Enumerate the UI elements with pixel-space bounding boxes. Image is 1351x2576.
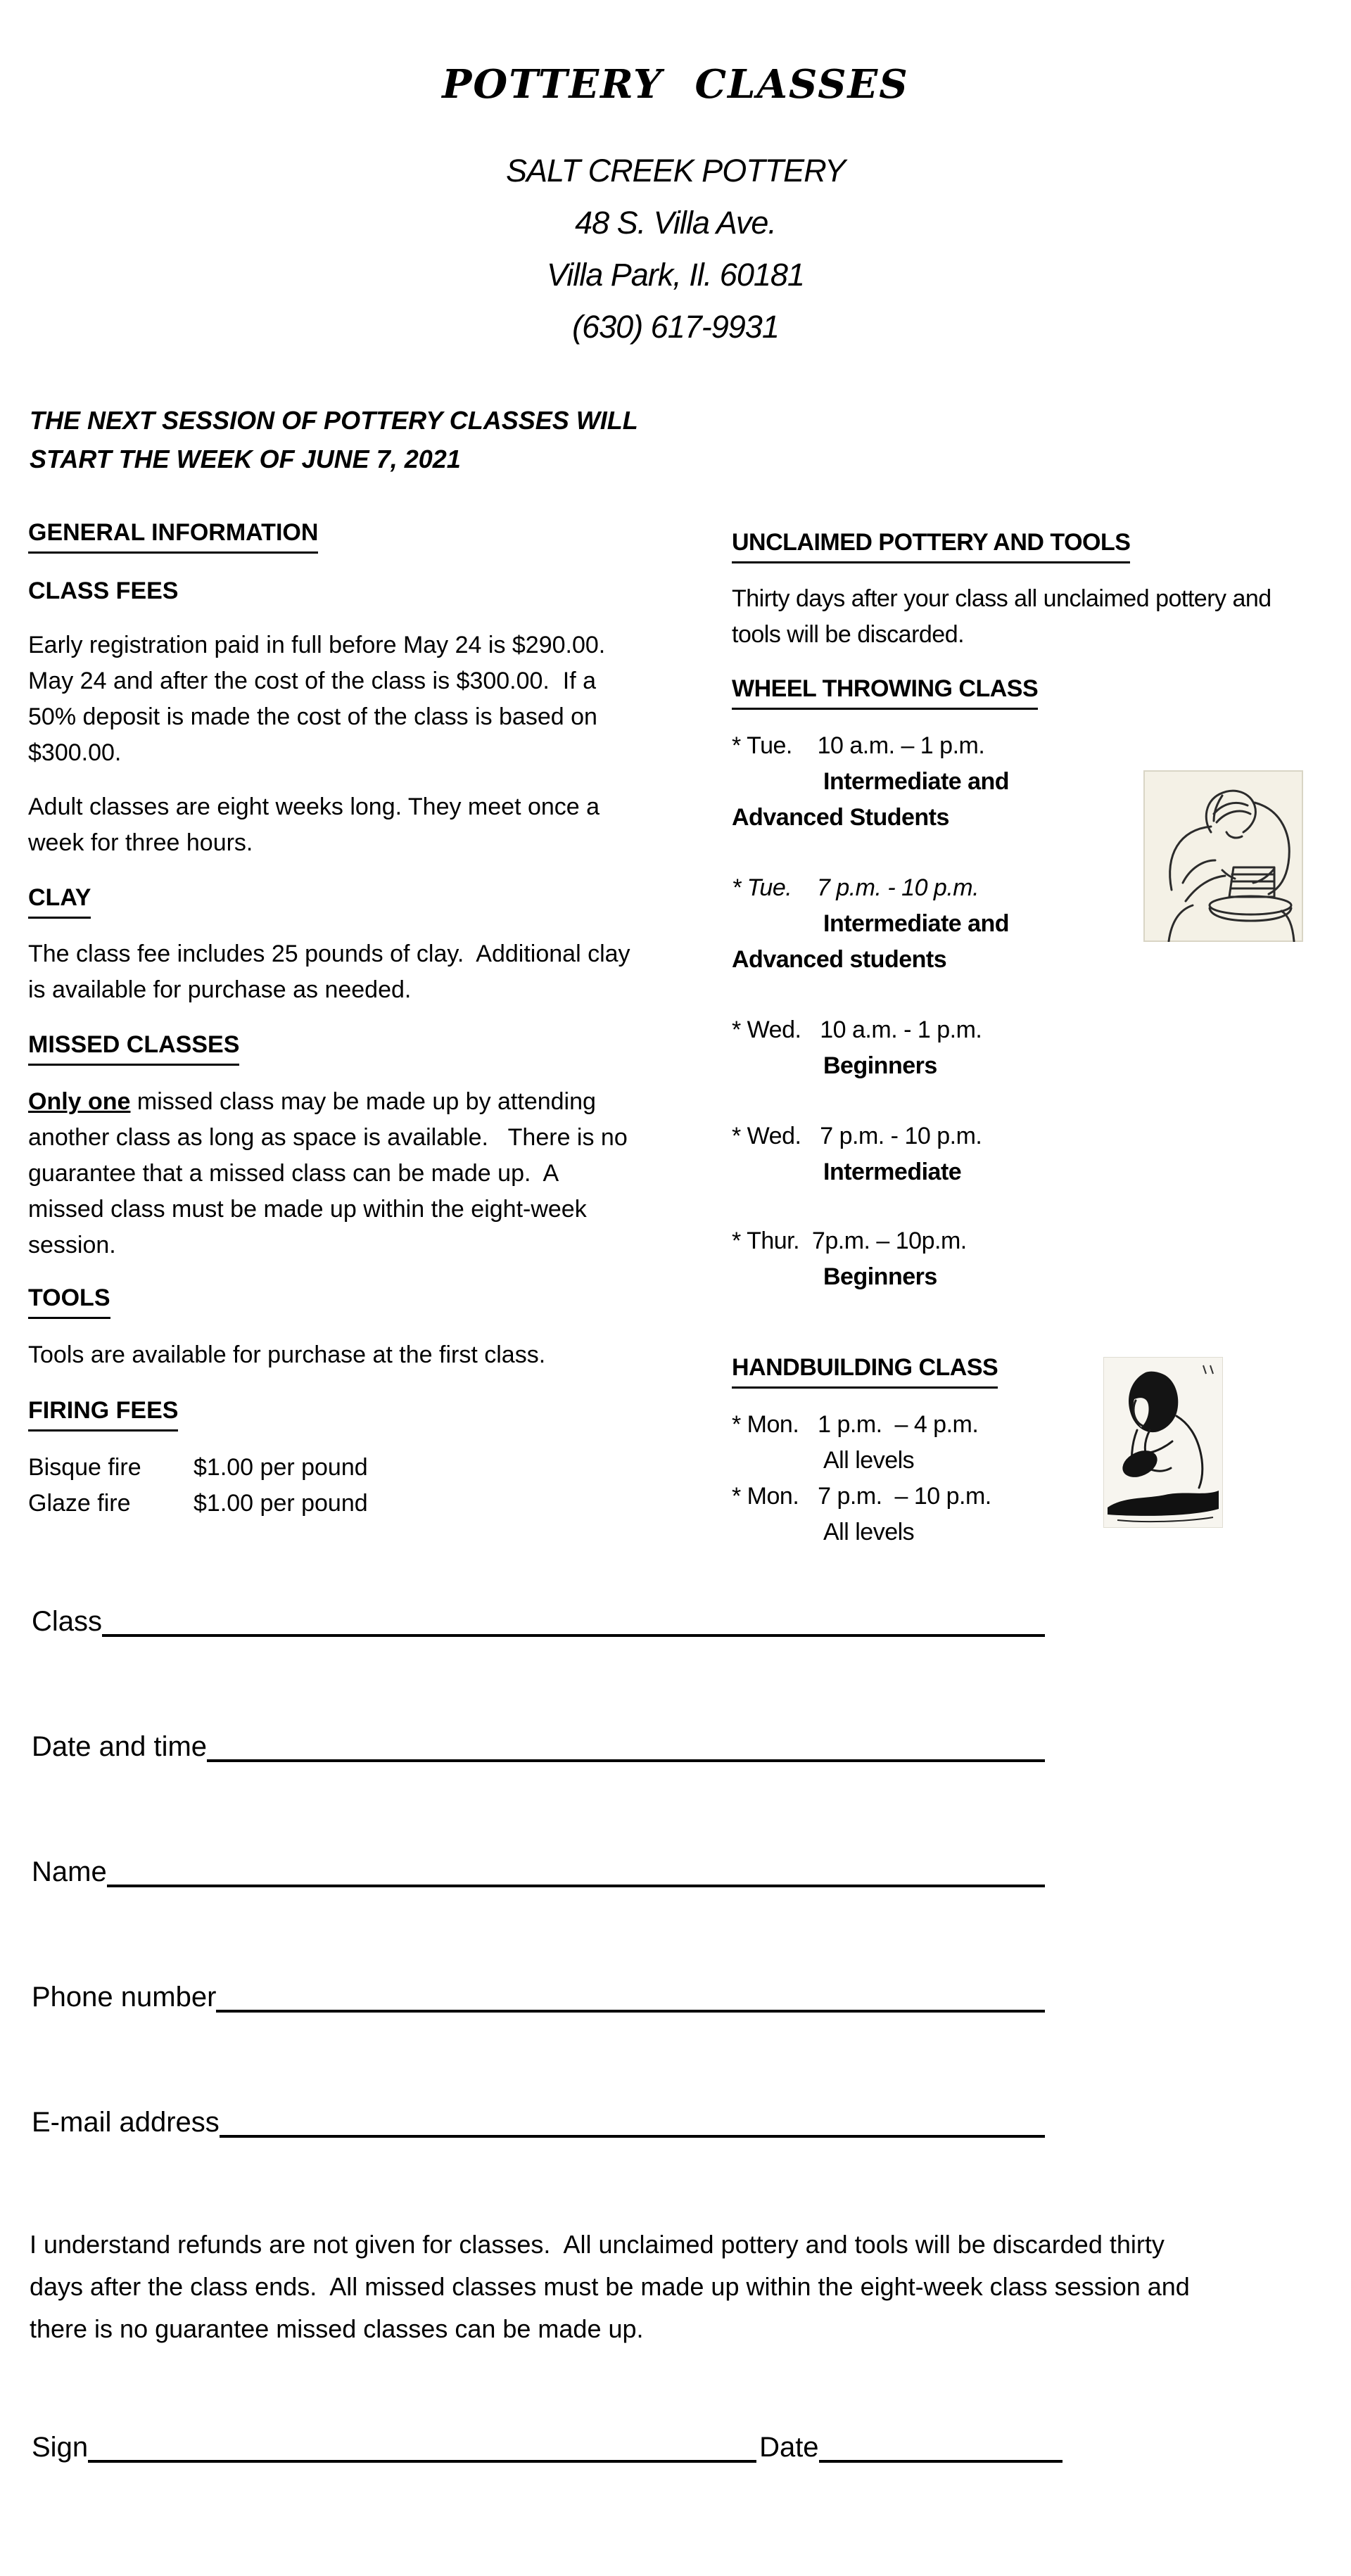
class-fees-heading: CLASS FEES: [28, 578, 179, 604]
clay-heading: CLAY: [28, 880, 91, 919]
city-state-zip: Villa Park, Il. 60181: [547, 257, 804, 293]
paragraph-line: is available for purchase as needed.: [28, 976, 412, 1003]
time-slot: * Wed. 10 a.m. - 1 p.m.: [732, 1016, 982, 1043]
level-label: Intermediate: [823, 1159, 962, 1185]
signature-row: [32, 2428, 1063, 2467]
general-information-heading: GENERAL INFORMATION: [28, 515, 318, 554]
paragraph-line: week for three hours.: [28, 829, 253, 856]
adult-classes-paragraph: [28, 789, 661, 861]
level-label: Advanced Students: [732, 804, 949, 831]
name-field-line[interactable]: [107, 1885, 1045, 1887]
paragraph-line: Early registration paid in full before May 24 is $290.00.: [28, 632, 606, 658]
date-label: Date: [759, 2432, 819, 2463]
handbuilding-heading: HANDBUILDING CLASS: [732, 1350, 998, 1389]
disclaimer-line: I understand refunds are not given for classes. All unclaimed pottery and tools will be discarded thirty: [30, 2230, 1165, 2259]
time-slot: * Tue. 10 a.m. – 1 p.m.: [732, 732, 985, 759]
phone-field-row: [32, 1977, 1045, 2017]
paragraph-line: Adult classes are eight weeks long. They meet once a: [28, 793, 600, 820]
name-field-label: Name: [32, 1856, 107, 1887]
class-fees-paragraph: [28, 627, 661, 771]
level-label: Intermediate and: [823, 910, 1010, 937]
time-slot: * Thur. 7p.m. – 10p.m.: [732, 1228, 967, 1254]
handbuilding-sketch-icon: [1103, 1357, 1223, 1528]
paragraph-line: tools will be discarded.: [732, 621, 965, 648]
only-one-emphasis: Only one: [28, 1088, 131, 1115]
general-information-column: [28, 515, 661, 1550]
firing-fee-row: [28, 1486, 661, 1522]
phone-number: (630) 617-9931: [572, 309, 779, 345]
paragraph-line: another class as long as space is available. There is no: [28, 1124, 628, 1151]
session-line: START THE WEEK OF JUNE 7, 2021: [30, 445, 461, 473]
street-address: 48 S. Villa Ave.: [575, 205, 776, 241]
level-label: Advanced students: [732, 946, 947, 973]
session-line: THE NEXT SESSION OF POTTERY CLASSES WILL: [30, 406, 638, 435]
email-field-line[interactable]: [220, 2135, 1045, 2138]
fee-price: $1.00 per pound: [194, 1454, 368, 1481]
paragraph-line: May 24 and after the cost of the class is $300.00. If a: [28, 668, 597, 694]
wheel-throwing-illustration: [1143, 770, 1303, 942]
time-slot: * Tue. 7 p.m. - 10 p.m.: [732, 874, 979, 901]
pottery-wheel-sketch-icon: [1143, 770, 1303, 942]
fee-price: $1.00 per pound: [194, 1490, 368, 1517]
paragraph-line: Thirty days after your class all unclaimed pottery and: [732, 585, 1271, 612]
firing-fees-table: [28, 1450, 661, 1522]
schedule-entry: [732, 1012, 1323, 1084]
schedule-entry: [732, 1407, 1323, 1550]
firing-fees-heading: FIRING FEES: [28, 1393, 178, 1432]
paragraph-line: guarantee that a missed class can be made up. A: [28, 1160, 559, 1187]
level-label: Beginners: [823, 1052, 937, 1079]
missed-classes-paragraph: [28, 1084, 661, 1263]
class-field-line[interactable]: [102, 1634, 1045, 1637]
class-field-row: [32, 1602, 1045, 1641]
date-line[interactable]: [819, 2460, 1063, 2463]
time-slot: * Mon. 1 p.m. – 4 p.m.: [732, 1411, 979, 1438]
handbuilding-illustration: [1103, 1357, 1223, 1528]
paragraph-line: The class fee includes 25 pounds of clay. Additional clay: [28, 941, 630, 967]
sign-label: Sign: [32, 2432, 89, 2463]
session-announcement: [30, 401, 1351, 478]
email-field-row: [32, 2103, 1045, 2142]
refund-disclaimer: [30, 2224, 1351, 2350]
tools-paragraph: Tools are available for purchase at the first class.: [28, 1341, 546, 1368]
email-field-label: E-mail address: [32, 2107, 220, 2138]
registration-form: [0, 1602, 1351, 2142]
paragraph-line: missed class must be made up within the eight-week: [28, 1196, 587, 1223]
paragraph-line: $300.00.: [28, 739, 122, 766]
fee-item: Glaze fire: [28, 1490, 131, 1517]
paragraph-line: Only one missed class may be made up by attending: [28, 1088, 596, 1115]
paragraph-line: 50% deposit is made the cost of the class is based on: [28, 703, 597, 730]
missed-classes-heading: MISSED CLASSES: [28, 1027, 239, 1066]
name-field-row: [32, 1852, 1045, 1892]
time-slot: * Mon. 7 p.m. – 10 p.m.: [732, 1483, 991, 1510]
time-slot: * Wed. 7 p.m. - 10 p.m.: [732, 1123, 982, 1149]
unclaimed-paragraph: [732, 581, 1323, 653]
level-label: Beginners: [823, 1263, 937, 1290]
org-name: SALT CREEK POTTERY: [505, 153, 846, 189]
datetime-field-row: [32, 1727, 1045, 1766]
address-block: [0, 145, 1351, 353]
fee-item: Bisque fire: [28, 1454, 141, 1481]
class-field-label: Class: [32, 1606, 103, 1637]
unclaimed-pottery-heading: UNCLAIMED POTTERY AND TOOLS: [732, 525, 1130, 563]
clay-paragraph: [28, 936, 661, 1008]
phone-field-label: Phone number: [32, 1982, 217, 2013]
page-title: POTTERY CLASSES: [442, 61, 909, 108]
level-label: All levels: [823, 1519, 915, 1545]
datetime-field-label: Date and time: [32, 1731, 208, 1762]
signature-line[interactable]: [88, 2460, 756, 2463]
disclaimer-line: there is no guarantee missed classes can be made up.: [30, 2314, 644, 2343]
disclaimer-line: days after the class ends. All missed classes must be made up within the eight-week class session and: [30, 2272, 1190, 2301]
datetime-field-line[interactable]: [207, 1759, 1045, 1762]
level-label: All levels: [823, 1447, 915, 1474]
schedule-column: [732, 515, 1323, 1550]
schedule-entry: [732, 1223, 1323, 1295]
level-label: Intermediate and: [823, 768, 1010, 795]
wheel-throwing-heading: WHEEL THROWING CLASS: [732, 671, 1038, 710]
phone-field-line[interactable]: [216, 2010, 1045, 2013]
firing-fee-row: [28, 1450, 661, 1486]
tools-heading: TOOLS: [28, 1280, 110, 1319]
schedule-entry: [732, 1118, 1323, 1190]
paragraph-line: session.: [28, 1232, 116, 1258]
